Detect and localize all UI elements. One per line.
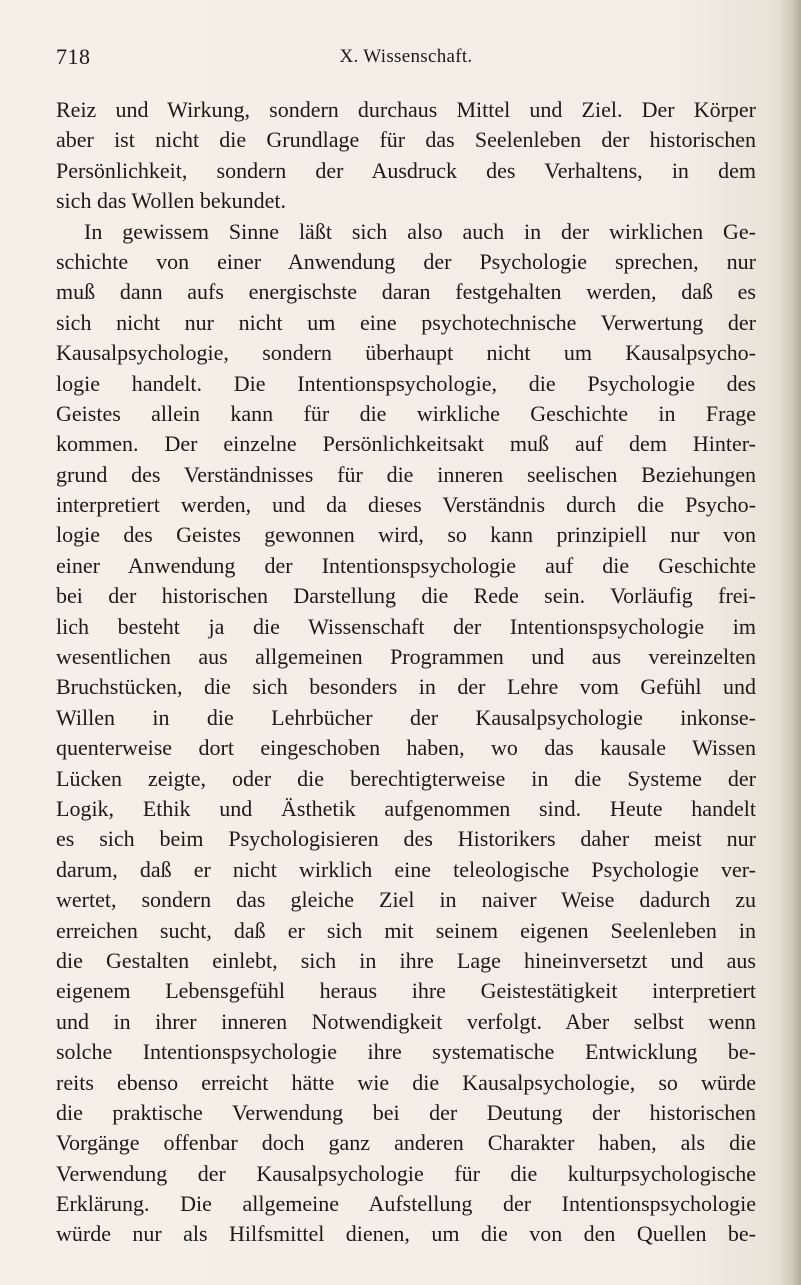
text-line: bei der historischen Darstellung die Rede sein. Vorläufig frei- bbox=[56, 583, 756, 609]
text-line: Logik, Ethik und Ästhetik aufgenommen sind. Heute handelt bbox=[56, 795, 756, 821]
page-edge-shadow bbox=[779, 0, 801, 1285]
text-line: sich das Wollen bekundet. bbox=[56, 188, 287, 214]
text-line: erreichen sucht, daß er sich mit seinem eigenen Seelenleben in bbox=[56, 917, 756, 943]
text-line: schichte von einer Anwendung der Psychologie sprechen, nur bbox=[56, 248, 756, 274]
text-line: die praktische Verwendung bei der Deutung der historischen bbox=[56, 1099, 756, 1125]
text-line: quenterweise dort eingeschoben haben, wo das kausale Wissen bbox=[56, 735, 756, 761]
text-line: solche Intentionspsychologie ihre systematische Entwicklung be- bbox=[56, 1039, 756, 1065]
text-line: einer Anwendung der Intentionspsychologie auf die Geschichte bbox=[56, 552, 756, 578]
text-line: Reiz und Wirkung, sondern durchaus Mittel und Ziel. Der Körper bbox=[56, 97, 756, 122]
text-line: die Gestalten einlebt, sich in ihre Lage hineinversetzt und aus bbox=[56, 947, 756, 973]
text-line: logie des Geistes gewonnen wird, so kann prinzipiell nur von bbox=[56, 522, 756, 548]
text-line: sich nicht nur nicht um eine psychotechnische Verwertung der bbox=[56, 309, 756, 335]
text-line: muß dann aufs energischste daran festgehalten werden, daß es bbox=[56, 279, 756, 305]
page-number: 718 bbox=[56, 44, 91, 69]
text-line: wesentlichen aus allgemeinen Programmen und aus vereinzelten bbox=[56, 644, 756, 670]
text-line: grund des Verständnisses für die inneren seelischen Beziehungen bbox=[56, 461, 756, 487]
text-line: eigenem Lebensgefühl heraus ihre Geistestätigkeit interpretiert bbox=[56, 978, 756, 1004]
text-line: Lücken zeigte, oder die berechtigterweise in die Systeme der bbox=[56, 765, 756, 791]
text-line: es sich beim Psychologisieren des Historikers daher meist nur bbox=[56, 826, 756, 852]
text-line: lich besteht ja die Wissenschaft der Intentionspsychologie im bbox=[56, 613, 756, 639]
body-text bbox=[56, 95, 756, 1250]
text-line: interpretiert werden, und da dieses Verständnis durch die Psycho- bbox=[56, 492, 756, 518]
text-line: Kausalpsychologie, sondern überhaupt nicht um Kausalpsycho- bbox=[56, 340, 756, 366]
text-line: Erklärung. Die allgemeine Aufstellung der Intentionspsychologie bbox=[56, 1191, 756, 1217]
text-line: und in ihrer inneren Notwendigkeit verfolgt. Aber selbst wenn bbox=[56, 1008, 756, 1034]
text-line: aber ist nicht die Grundlage für das Seelenleben der historischen bbox=[56, 127, 756, 153]
running-head: X. Wissenschaft. bbox=[339, 46, 473, 67]
text-line: darum, daß er nicht wirklich eine teleologische Psychologie ver- bbox=[56, 856, 756, 882]
text-line: Persönlichkeit, sondern der Ausdruck des Verhaltens, in dem bbox=[56, 157, 756, 183]
text-line: In gewissem Sinne läßt sich also auch in der wirklichen Ge- bbox=[84, 218, 756, 244]
text-line: reits ebenso erreicht hätte wie die Kausalpsychologie, so würde bbox=[56, 1069, 756, 1095]
text-line: wertet, sondern das gleiche Ziel in naiver Weise dadurch zu bbox=[56, 887, 756, 913]
text-line: würde nur als Hilfsmittel dienen, um die von den Quellen be- bbox=[56, 1221, 756, 1247]
page-header bbox=[56, 44, 756, 74]
text-line: logie handelt. Die Intentionspsychologie, die Psychologie des bbox=[56, 370, 756, 396]
text-line: Verwendung der Kausalpsychologie für die kulturpsychologische bbox=[56, 1160, 756, 1186]
text-line: Bruchstücken, die sich besonders in der Lehre vom Gefühl und bbox=[56, 674, 756, 700]
text-line: Vorgänge offenbar doch ganz anderen Charakter haben, als die bbox=[56, 1130, 756, 1156]
text-line: Willen in die Lehrbücher der Kausalpsychologie inkonse- bbox=[56, 704, 756, 730]
text-line: Geistes allein kann für die wirkliche Geschichte in Frage bbox=[56, 400, 756, 426]
text-line: kommen. Der einzelne Persönlichkeitsakt muß auf dem Hinter- bbox=[56, 431, 756, 457]
